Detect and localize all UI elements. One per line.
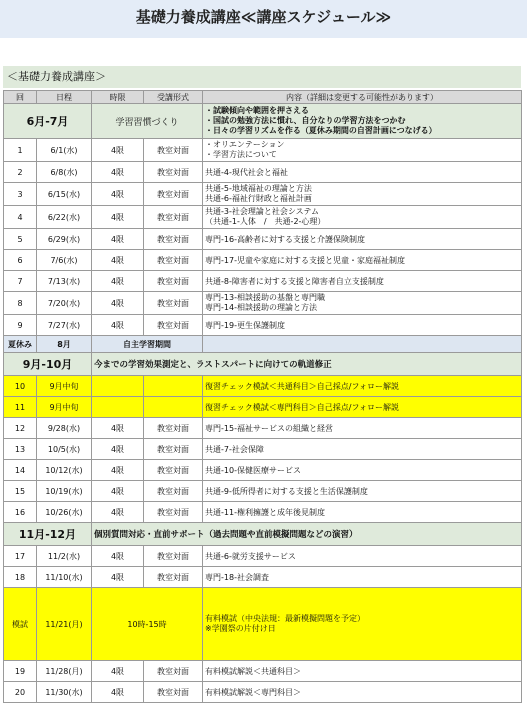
row-date: 9/28(水) <box>37 418 92 439</box>
summer-empty <box>203 336 522 353</box>
phase-row-1 <box>4 104 522 139</box>
phase-row-2 <box>4 353 522 376</box>
row-period: 4限 <box>92 183 144 206</box>
row-number: 16 <box>4 502 37 523</box>
row-format: 教室対面 <box>144 183 203 206</box>
phase-desc-line: ・試験傾向や範囲を押さえる <box>205 106 309 115</box>
row-format: 教室対面 <box>144 162 203 183</box>
row-date: 10/26(水) <box>37 502 92 523</box>
row-period <box>92 397 144 418</box>
row-date: 6/15(水) <box>37 183 92 206</box>
summer-row <box>4 336 522 353</box>
row-period: 4限 <box>92 250 144 271</box>
row-content <box>203 206 522 229</box>
row-number: 9 <box>4 315 37 336</box>
row-content <box>203 376 522 397</box>
row-number: 12 <box>4 418 37 439</box>
row-content-line: 共通-5-地域福祉の理論と方法 <box>205 184 312 193</box>
col-header-period: 時限 <box>92 91 144 104</box>
row-content <box>203 546 522 567</box>
row-content <box>203 481 522 502</box>
row-format: 教室対面 <box>144 567 203 588</box>
row-format: 教室対面 <box>144 139 203 162</box>
exam-date: 11/21(月) <box>37 588 92 661</box>
row-date: 6/8(水) <box>37 162 92 183</box>
row-number: 3 <box>4 183 37 206</box>
row-content <box>203 397 522 418</box>
summer-label: 夏休み <box>4 336 37 353</box>
row-number: 13 <box>4 439 37 460</box>
row-date: 7/27(水) <box>37 315 92 336</box>
table-row <box>4 315 522 336</box>
row-number: 8 <box>4 292 37 315</box>
row-date: 11/30(水) <box>37 682 92 703</box>
row-number: 17 <box>4 546 37 567</box>
row-content <box>203 183 522 206</box>
row-content-line: ・オリエンテーション <box>205 140 285 149</box>
row-period: 4限 <box>92 315 144 336</box>
row-date: 10/12(水) <box>37 460 92 481</box>
row-date: 9月中旬 <box>37 376 92 397</box>
table-row <box>4 682 522 703</box>
table-row <box>4 481 522 502</box>
phase-desc-line: ・国試の勉強方法に慣れ、自分なりの学習方法をつかむ <box>205 116 406 125</box>
row-content <box>203 250 522 271</box>
exam-content-line: ※学園祭の片付け日 <box>205 624 276 633</box>
row-date: 6/29(水) <box>37 229 92 250</box>
exam-time: 10時-15時 <box>92 588 203 661</box>
row-format: 教室対面 <box>144 460 203 481</box>
row-content-line: 専門-14-相談援助の理論と方法 <box>205 303 317 312</box>
page-title: 基礎力養成講座≪講座スケジュール≫ <box>0 0 527 38</box>
phase-label: 6月-7月 <box>4 104 92 139</box>
row-content-line: 復習チェック模試＜専門科目＞自己採点/フォロー解説 <box>205 402 400 412</box>
row-content-line: 復習チェック模試＜共通科目＞自己採点/フォロー解説 <box>205 381 400 391</box>
row-content <box>203 292 522 315</box>
row-date: 10/19(水) <box>37 481 92 502</box>
row-content-line: 共通-9-低所得者に対する支援と生活保護制度 <box>205 486 368 496</box>
row-format: 教室対面 <box>144 546 203 567</box>
phase-desc: 今までの学習効果測定と、ラストスパートに向けての軌道修正 <box>92 353 522 376</box>
summer-month: 8月 <box>37 336 92 353</box>
row-content-line: 専門-13-相談援助の基盤と専門職 <box>205 293 325 302</box>
row-format: 教室対面 <box>144 661 203 682</box>
row-date: 7/20(水) <box>37 292 92 315</box>
row-period: 4限 <box>92 206 144 229</box>
row-content-line: （共通-1-人体 / 共通-2-心理） <box>205 217 326 226</box>
row-content-line: 共通-11-権利擁護と成年後見制度 <box>205 507 325 517</box>
row-format: 教室対面 <box>144 481 203 502</box>
row-date: 7/13(水) <box>37 271 92 292</box>
row-period: 4限 <box>92 139 144 162</box>
table-row <box>4 460 522 481</box>
summer-text: 自主学習期間 <box>92 336 203 353</box>
row-date: 9月中旬 <box>37 397 92 418</box>
row-content-line: 共通-4-現代社会と福祉 <box>205 167 288 177</box>
row-number: 14 <box>4 460 37 481</box>
row-content-line: 共通-3-社会理論と社会システム <box>205 207 320 216</box>
table-row <box>4 546 522 567</box>
table-row <box>4 139 522 162</box>
table-row <box>4 397 522 418</box>
row-period: 4限 <box>92 460 144 481</box>
row-content <box>203 315 522 336</box>
row-date: 11/2(水) <box>37 546 92 567</box>
row-date: 7/6(水) <box>37 250 92 271</box>
row-period: 4限 <box>92 481 144 502</box>
table-row <box>4 206 522 229</box>
table-row <box>4 183 522 206</box>
row-content <box>203 271 522 292</box>
row-period: 4限 <box>92 162 144 183</box>
phase-row-3 <box>4 523 522 546</box>
row-format: 教室対面 <box>144 439 203 460</box>
row-number: 10 <box>4 376 37 397</box>
row-number: 15 <box>4 481 37 502</box>
table-row <box>4 271 522 292</box>
row-content-line: 有料模試解説＜専門科目＞ <box>205 687 301 697</box>
exam-content-line: 有料模試（中央法規：最新模擬問題を予定） <box>205 614 365 623</box>
exam-row <box>4 588 522 661</box>
table-row <box>4 229 522 250</box>
row-content <box>203 139 522 162</box>
row-content-line: 専門-18-社会調査 <box>205 572 269 582</box>
row-period: 4限 <box>92 682 144 703</box>
row-period: 4限 <box>92 271 144 292</box>
row-content-line: ・学習方法について <box>205 150 277 159</box>
phase-desc <box>203 104 522 139</box>
row-period: 4限 <box>92 292 144 315</box>
table-row <box>4 661 522 682</box>
row-period <box>92 376 144 397</box>
table-row <box>4 292 522 315</box>
table-row <box>4 439 522 460</box>
row-content <box>203 460 522 481</box>
table-row <box>4 376 522 397</box>
row-date: 10/5(水) <box>37 439 92 460</box>
phase-desc-line: ・日々の学習リズムを作る（夏休み期間の自習計画につなげる） <box>205 126 437 135</box>
row-number: 2 <box>4 162 37 183</box>
row-content-line: 共通-7-社会保障 <box>205 444 264 454</box>
phase-label: 9月-10月 <box>4 353 92 376</box>
section-label: ＜基礎力養成講座＞ <box>3 66 521 88</box>
row-number: 1 <box>4 139 37 162</box>
col-header-no: 回 <box>4 91 37 104</box>
row-content-line: 共通-8-障害者に対する支援と障害者自立支援制度 <box>205 276 384 286</box>
row-content-line: 専門-15-福祉サービスの組織と経営 <box>205 423 333 433</box>
row-format: 教室対面 <box>144 682 203 703</box>
table-row <box>4 567 522 588</box>
row-content <box>203 567 522 588</box>
row-format: 教室対面 <box>144 250 203 271</box>
row-number: 11 <box>4 397 37 418</box>
row-date: 6/1(水) <box>37 139 92 162</box>
row-format: 教室対面 <box>144 292 203 315</box>
row-number: 19 <box>4 661 37 682</box>
row-format: 教室対面 <box>144 229 203 250</box>
row-content <box>203 502 522 523</box>
phase-label: 11月-12月 <box>4 523 92 546</box>
row-format: 教室対面 <box>144 206 203 229</box>
row-content <box>203 418 522 439</box>
row-content-line: 共通-6-就労支援サービス <box>205 551 296 561</box>
row-period: 4限 <box>92 567 144 588</box>
row-format: 教室対面 <box>144 418 203 439</box>
phase-desc: 個別質問対応・直前サポート（過去問題や直前模擬問題などの演習） <box>92 523 522 546</box>
col-header-content: 内容（詳細は変更する可能性があります） <box>203 91 522 104</box>
row-number: 7 <box>4 271 37 292</box>
row-period: 4限 <box>92 661 144 682</box>
row-number: 6 <box>4 250 37 271</box>
col-header-date: 日程 <box>37 91 92 104</box>
table-row <box>4 162 522 183</box>
row-number: 4 <box>4 206 37 229</box>
row-number: 5 <box>4 229 37 250</box>
row-content <box>203 229 522 250</box>
row-content-line: 専門-16-高齢者に対する支援と介護保険制度 <box>205 234 365 244</box>
exam-label: 模試 <box>4 588 37 661</box>
row-period: 4限 <box>92 418 144 439</box>
row-number: 20 <box>4 682 37 703</box>
row-content <box>203 661 522 682</box>
row-content-line: 専門-17-児童や家庭に対する支援と児童・家庭福祉制度 <box>205 255 405 265</box>
row-format: 教室対面 <box>144 271 203 292</box>
row-period: 4限 <box>92 502 144 523</box>
exam-content <box>203 588 522 661</box>
schedule-table <box>3 90 522 703</box>
row-format <box>144 376 203 397</box>
row-period: 4限 <box>92 229 144 250</box>
header-row <box>4 91 522 104</box>
row-content-line: 専門-19-更生保護制度 <box>205 320 285 330</box>
col-header-format: 受講形式 <box>144 91 203 104</box>
row-format <box>144 397 203 418</box>
row-format: 教室対面 <box>144 315 203 336</box>
table-row <box>4 418 522 439</box>
row-content-line: 共通-10-保健医療サービス <box>205 465 301 475</box>
row-content <box>203 162 522 183</box>
row-content <box>203 682 522 703</box>
row-content-line: 有料模試解説＜共通科目＞ <box>205 666 301 676</box>
row-date: 11/10(水) <box>37 567 92 588</box>
table-row <box>4 250 522 271</box>
row-content <box>203 439 522 460</box>
row-period: 4限 <box>92 439 144 460</box>
row-date: 6/22(水) <box>37 206 92 229</box>
row-date: 11/28(月) <box>37 661 92 682</box>
row-format: 教室対面 <box>144 502 203 523</box>
row-period: 4限 <box>92 546 144 567</box>
phase-subtitle: 学習習慣づくり <box>92 104 203 139</box>
row-number: 18 <box>4 567 37 588</box>
table-row <box>4 502 522 523</box>
row-content-line: 共通-6-福祉行財政と福祉計画 <box>205 194 312 203</box>
